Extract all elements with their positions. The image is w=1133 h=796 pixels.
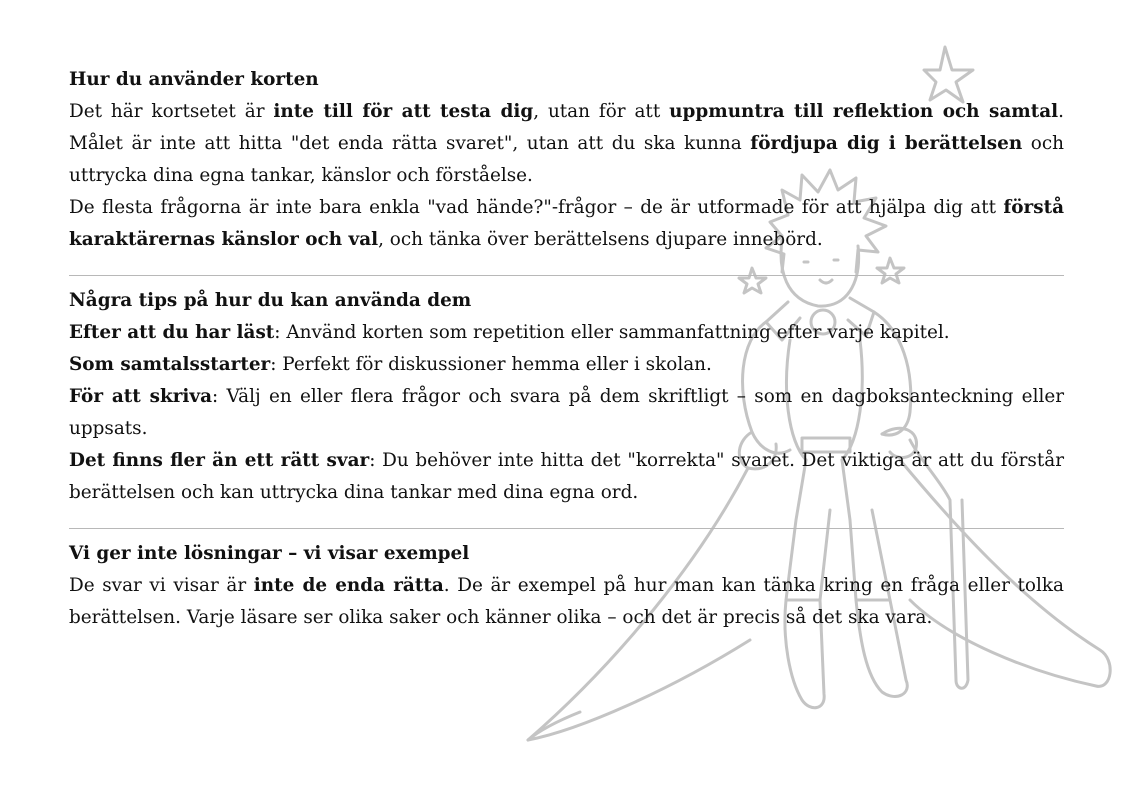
bold-text-run: uppmuntra till reflektion och samtal <box>669 101 1059 122</box>
tip-text: : Välj en eller flera frågor och svara på dem skriftligt – som en dagboksanteckning eller uppsats. <box>69 386 1065 439</box>
tip-item <box>69 445 1064 509</box>
tip-text: : Du behöver inte hitta det "korrekta" svaret. Det viktiga är att du förstår berättelsen och kan uttrycka dina tankar med dina egna ord. <box>69 450 1064 503</box>
paragraph <box>69 96 1064 192</box>
section-how-to-use <box>69 64 1064 256</box>
text-run: Det här kortsetet är <box>69 101 274 122</box>
document-body <box>69 64 1064 634</box>
tip-label: För att skriva <box>69 386 213 407</box>
text-run: , utan för att <box>533 101 670 122</box>
tip-label: Det finns fler än ett rätt svar <box>69 450 370 471</box>
tip-item <box>69 317 1064 349</box>
tip-text: : Använd korten som repetition eller sammanfattning efter varje kapitel. <box>274 322 950 343</box>
section-examples <box>69 538 1064 634</box>
section-title: Hur du använder korten <box>69 69 319 90</box>
section-title: Några tips på hur du kan använda dem <box>69 290 472 311</box>
section-title: Vi ger inte lösningar – vi visar exempel <box>69 543 470 564</box>
section-divider <box>69 528 1064 529</box>
tip-text: : Perfekt för diskussioner hemma eller i skolan. <box>270 354 712 375</box>
text-run: , och tänka över berättelsens djupare innebörd. <box>378 229 823 250</box>
tip-item <box>69 349 1064 381</box>
text-run: De svar vi visar är <box>69 575 254 596</box>
text-run: De flesta frågorna är inte bara enkla "vad hände?"-frågor – de är utformade för att hjälpa dig att <box>69 197 1004 218</box>
section-divider <box>69 275 1064 276</box>
section-tips <box>69 285 1064 509</box>
tip-label: Efter att du har läst <box>69 322 275 343</box>
paragraph <box>69 570 1064 634</box>
bold-text-run: fördjupa dig i berättelsen <box>750 133 1023 154</box>
bold-text-run: förstå karaktärernas känslor och val <box>69 197 1064 250</box>
text-run: och uttrycka dina egna tankar, känslor och förståelse. <box>69 133 1065 186</box>
bold-text-run: inte de enda rätta <box>253 575 444 596</box>
paragraph <box>69 192 1064 256</box>
tip-item <box>69 381 1064 445</box>
text-run: . Målet är inte att hitta "det enda rätta svaret", utan att du ska kunna <box>69 101 1064 154</box>
bold-text-run: inte till för att testa dig <box>273 101 534 122</box>
tip-label: Som samtalsstarter <box>69 354 271 375</box>
text-run: . De är exempel på hur man kan tänka kring en fråga eller tolka berättelsen. Varje läsare ser olika saker och känner olika – och det är precis så det ska vara. <box>69 575 1064 628</box>
